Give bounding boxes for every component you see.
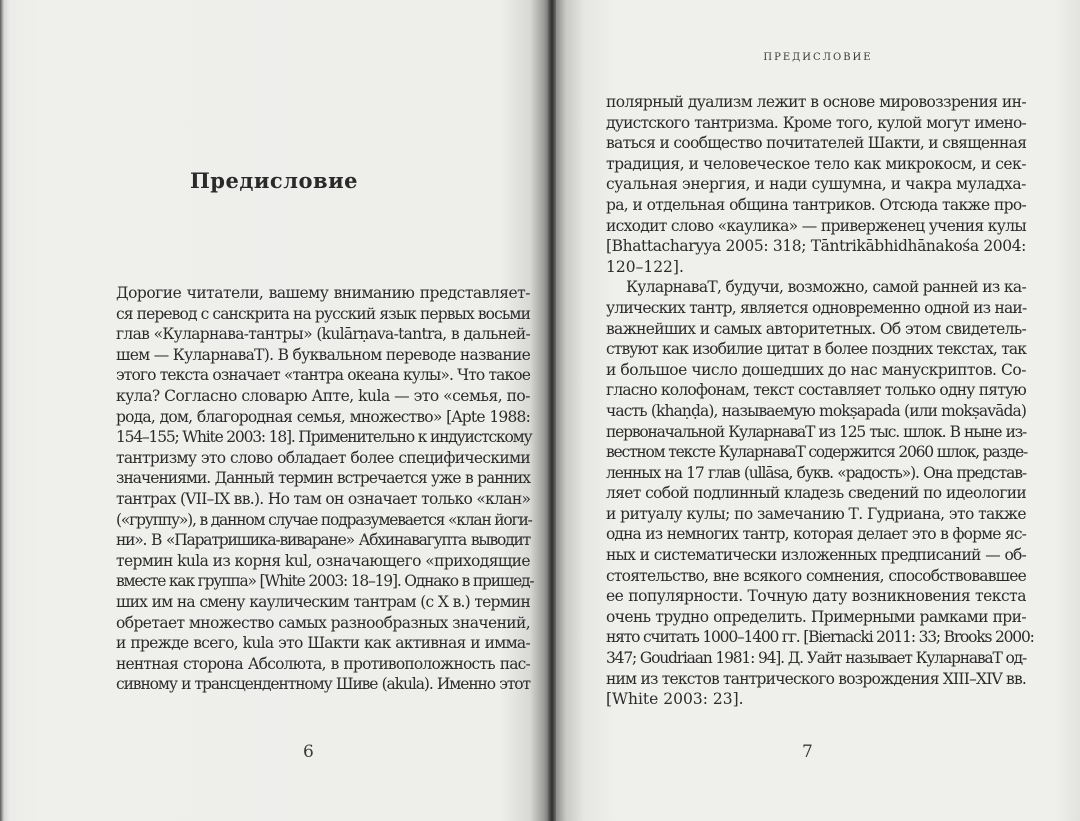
book-gutter	[548, 0, 556, 821]
text-line: важнейших и самых авторитетных. Об этом свидетель-	[606, 319, 1026, 338]
text-line: дуистского тантризма. Кроме того, кулой могут имено-	[606, 113, 1026, 132]
text-line: нято считать 1000–1400 гг. [Biernacki 2011: 33; Brooks 2000:	[606, 628, 1034, 647]
chapter-title: Предисловие	[189, 168, 359, 193]
text-line: гласно колофонам, текст составляет только одну пятую	[606, 381, 1026, 400]
running-header: ПРЕДИСЛОВИЕ	[763, 52, 873, 63]
text-line: первоначальной КуларнаваТ из 125 тыс. шлок. В ныне из-	[606, 422, 1026, 441]
text-line: КуларнаваТ, будучи, возможно, самой ранней из ка-	[626, 278, 1026, 297]
text-line: ных и систематически изложенных предписаний — об-	[606, 546, 1026, 565]
text-line: тантрах (VII–IX вв.). Но там он означает только «клан»	[116, 489, 531, 508]
text-line: вместе как группа» [White 2003: 18–19]. Однако в пришед-	[116, 572, 534, 591]
text-line: Дорогие читатели, вашему вниманию представляет-	[116, 284, 530, 302]
text-line: исходит слово «каулика» — приверженец учения кулы	[606, 216, 1026, 235]
text-line: ших им на смену каулическим тантрам (с X в.) термин	[116, 592, 530, 611]
text-line: термин kula из корня kul, означающего «приходящие	[116, 551, 530, 570]
text-line: суальная энергия, и нади сушумна, и чакра муладха-	[606, 175, 1026, 194]
text-line: полярный дуализм лежит в основе мировоззрения ин-	[606, 93, 1026, 111]
text-line: («группу»), в данном случае подразумевается «клан йоги-	[116, 510, 532, 529]
text-line: глав «Куларнава-тантры» (kulārṇava-tantra, в дальней-	[116, 325, 530, 344]
text-line: кула? Согласно словарю Апте, kula — это «семья, по-	[116, 386, 530, 405]
page-number: 6	[303, 742, 314, 762]
right-page	[556, 0, 1080, 821]
text-line: 347; Goudriaan 1981: 94]. Д. Уайт называет КуларнаваТ од-	[606, 649, 1026, 668]
text-line: ленных на 17 глав (ullāsa, букв. «радость»). Она представ-	[606, 463, 1026, 482]
text-line: этого текста означает «тантра океана кулы». Что такое	[116, 366, 530, 385]
text-line: ствуют как изобилие цитат в более поздних текстах, так	[606, 340, 1026, 359]
text-line: ее популярности. Точную дату возникновения текста	[606, 587, 1026, 606]
text-line: стоятельство, вне всякого сомнения, способствовавшее	[606, 566, 1026, 585]
text-line: 154–155; White 2003: 18]. Применительно к индуистскому	[116, 428, 532, 447]
text-line: и ритуалу кулы; по замечанию Т. Гудриана, это также	[606, 504, 1026, 523]
text-line: очень трудно определить. Примерными рамками при-	[606, 607, 1026, 626]
text-line: вестном тексте КуларнаваТ содержится 2060 шлок, разде-	[606, 443, 1027, 462]
text-line: ра, и отдельная община тантриков. Отсюда также про-	[606, 195, 1026, 214]
text-line: [Bhattacharyya 2005: 318; Tāntrikābhidhānakośa 2004:	[606, 237, 1026, 256]
text-line: одна из немногих тантр, которая делает это в форме яс-	[606, 525, 1026, 544]
text-line: [White 2003: 23].	[606, 690, 744, 709]
text-line: нентная сторона Абсолюта, в противоположность пас-	[116, 654, 530, 673]
text-line: ся перевод с санскрита на русский язык первых восьми	[116, 304, 531, 323]
text-line: улических тантр, является одновременно одной из наи-	[606, 298, 1027, 317]
text-line: ваться и сообщество почитателей Шакти, и священная	[606, 134, 1027, 153]
text-line: значениями. Данный термин встречается уже в ранних	[116, 469, 530, 488]
right-body-text	[606, 92, 1034, 710]
text-line: 120–122].	[606, 257, 684, 276]
text-line: и большое число дошедших до нас манускриптов. Со-	[606, 360, 1026, 379]
text-line: тантризму это слово обладает более специфическими	[116, 448, 530, 467]
text-line: сивному и трансцендентному Шиве (akula). Именно этот	[116, 675, 530, 694]
text-line: рода, дом, благородная семья, множество» [Apte 1988:	[116, 407, 530, 426]
page-number: 7	[802, 742, 813, 762]
text-line: традиция, и человеческое тело как микрокосм, и сек-	[606, 154, 1026, 173]
left-body-text	[116, 283, 534, 695]
text-line: часть (khaṇḍa), называемую mokṣapada (или mokṣavāda)	[606, 401, 1026, 420]
text-line: обретает множество самых разнообразных значений,	[116, 613, 531, 632]
text-line: шем — КуларнаваТ). В буквальном переводе название	[116, 345, 531, 364]
text-line: и прежде всего, kula это Шакти как активная и имма-	[116, 634, 530, 653]
text-line: ни». В «Паратришика-виваране» Абхинавагупта выводит	[116, 531, 530, 550]
text-line: ляет собой подлинный кладезь сведений по идеологии	[606, 484, 1026, 503]
text-line: ним из текстов тантрического возрождения XIII–XIV вв.	[606, 669, 1027, 688]
